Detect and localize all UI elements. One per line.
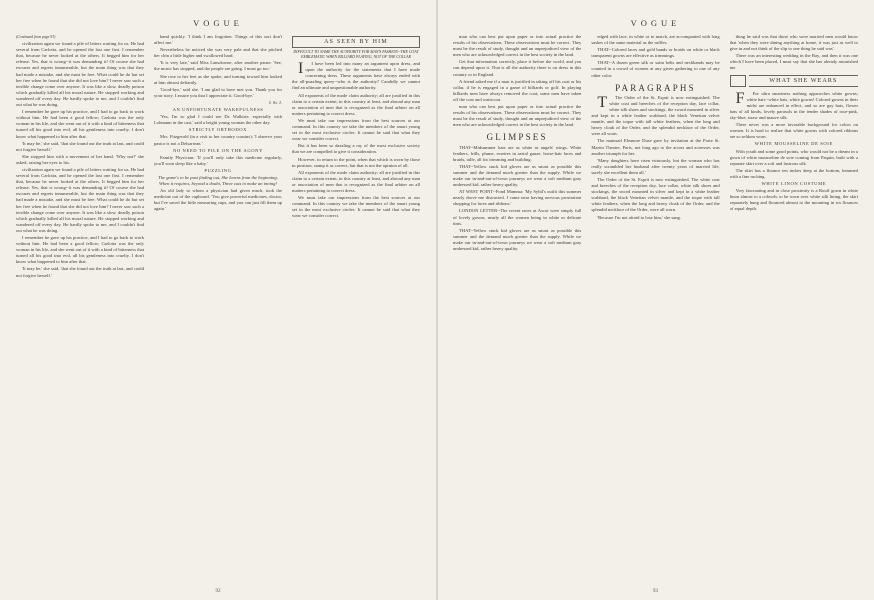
drop-cap: F bbox=[735, 89, 745, 107]
left-column-3 bbox=[292, 34, 420, 582]
paragraph: 'Because I'm not afraid to lose him,' she sang. bbox=[597, 214, 681, 220]
as-seen-by-him-title: AS SEEN BY HIM bbox=[292, 36, 420, 48]
left-columns bbox=[16, 34, 420, 582]
glimpses-title: GLIMPSES bbox=[486, 132, 548, 143]
paragraph: With youth and some good points, who would not be a dream in a gown of white mousseline de soie coming from Paquin, built with a separate skirt over a soft and lustrous silk. bbox=[729, 148, 858, 166]
page-gutter bbox=[436, 0, 438, 600]
what-she-wears-title: WHAT SHE WEARS bbox=[749, 75, 858, 87]
paragraph: She rose to her feet as she spoke, and turning toward him looked at him almost defiantly. bbox=[154, 73, 282, 85]
signature: J. St. J. bbox=[268, 99, 282, 105]
paragraph: Nevertheless he noticed she was very pale and that she pitched her chin a little higher and swallowed hard. bbox=[154, 47, 282, 59]
paragraph: All exponents of the mode claim authority; all are justified in this claim to a certain extent, in this country at least, and abroad any man or association of men that is recognized as the final arbiter on all matters pertaining to correct dress. bbox=[292, 92, 420, 116]
paragraph: 'It is very late,' said Miss Lansdowne, after another pause. 'See, the music has stopped, and the people are going. I must go too.' bbox=[154, 60, 282, 72]
paragraph: THAT--Yellow stuck kid gloves are as smart as possible this summer and the demand much greater than the supply. While we make our in-and-out-of-town journeys we wear a soft medium gray undressed kid, rather heavy quality. bbox=[453, 227, 582, 251]
paragraph: AT WEST POINT--Fond Mamma: 'My Sybil's outfit this summer nearly drove me distracted. I came near having nervous prostration shopping for laces and ribbons.' bbox=[453, 189, 582, 207]
paragraph: But it has been so dazzling a ray of the most exclusive society that we are compelled to give it consideration. bbox=[292, 143, 420, 155]
paragraph: There never was a more favorable background for colors on women. It is hard to realize that white gowns with colored ribbons are so seldom worn. bbox=[729, 122, 858, 140]
paragraph: 'It may be,' she said, 'that she found out the truth at last, and could not forgive herself.' bbox=[16, 140, 144, 152]
paragraphs-title: PARAGRAPHS bbox=[615, 82, 696, 93]
paragraph: However, to return to the point, when that which is worn by those in position, stamp it as correct, but that is not the opinion of all. bbox=[292, 156, 420, 168]
section-heading: AN UNFORTUNATE WAKEFULNESS bbox=[172, 107, 264, 113]
right-column-2 bbox=[591, 34, 719, 582]
drop-cap: I bbox=[298, 60, 304, 78]
paragraph: thing he said was that those who were married men would know that 'when they were dining anything at home, it was just as well to give in and not think of the slip to one thing he said was'. bbox=[729, 34, 858, 52]
paragraph: THAT--Midsummer hats are as white as angels' wings. White feathers, frills, plume, rosettes in aerial gauze, horse-hair laces and braids, tulle, all for trimming and building. bbox=[453, 144, 582, 162]
continued-note: (Continued from page 91) bbox=[16, 35, 56, 39]
paragraph bbox=[292, 61, 420, 91]
right-column-3 bbox=[730, 34, 858, 582]
paragraph: We must take our impressions from the best sources at our command. In this country we take the members of the smart young set in the most exclusive circles. It cannot be said that what they wear we consider correct. bbox=[292, 117, 420, 142]
paragraph: civilization again we found a pile of letters waiting for us. He had several from Carlotta, and he opened the last one first. I remember that, because he never looked at the others. It begged him for her release. Yes, that is wrong--it was demanding it! Of course she had excuses and regrets innumerable, but the main thing was that they had made a mistake, and she must be free. What could he do but set her free when he found that she did not love him? I never saw such a terrible change come over anyone. It was like a slow, deadly poison which gradually killed all his moral nature. He stopped working and wandered off every day. He hardly spoke to me, and I couldn't find out what he was doing. bbox=[16, 166, 144, 233]
paragraph: The skirt has a flounce ten inches deep at the bottom, hemmed with a fine ruching. bbox=[729, 167, 858, 179]
paragraph: There was an interesting wedding in the Bay, and then it was one which I have been placed, I must say that she has already astonished me. bbox=[729, 53, 858, 71]
paragraph: LONDON LETTER--The recent races at Ascot were simply full of lovely gowns, nearly all the women being in white or delicate tints. bbox=[453, 208, 582, 226]
paragraph: man who can best put upon paper or into actual practice the results of his observations. These observations must be correct. They must be the result of study, thought and an unprejudiced view of the men who are acknowledged correct in the best society in the land. bbox=[453, 34, 582, 58]
paragraph: A friend asked me if a man is justified in taking off his coat or his collar, if he is engaged in a game of billiards or golf. In playing billiards men have always removed the coat; some men have taken off the coat and waistcoat. bbox=[453, 78, 582, 102]
section-heading: STRICTLY ORTHODOX bbox=[188, 127, 248, 133]
paragraph: Get that information correctly, place it before the world, and you can depend upon it. That is all the authority there is on dress in this country or in England. bbox=[453, 59, 582, 77]
paragraph: She stopped him with a movement of her hand. 'Why not?' she asked, raising her eyes to his. bbox=[16, 153, 144, 165]
verse: The game's to be past finding out, She learns from the beginning, When it requires, beyond a doubt, Three cuts to make an inning! bbox=[158, 174, 278, 187]
what-she-wears-header bbox=[730, 75, 858, 87]
right-columns bbox=[453, 34, 858, 582]
page-number-right: 93 bbox=[653, 589, 658, 594]
paragraph: 'It may be,' she said, 'that she found out the truth at last, and could not forgive herself.' bbox=[16, 266, 144, 278]
paragraph: THAT--Colored laces and gold bands or braids on white or black transparent gowns are effective as trimmings. bbox=[591, 47, 720, 59]
paragraph bbox=[591, 95, 719, 138]
paragraph-text: The Order of the St. Esprit is now extinguished. The white coat and breeches of the reception day, lace collar, white silk shoes and stockings, the sword mounted in silver and kept in a white leather scabbard, the black Venetian velvet mantle, and the toque with tall white feathers, when the long and heavy cloak of the Order, and the splendid necklace of the Order, were all worn. bbox=[591, 94, 720, 137]
paragraph-text: For ultra smartness nothing approaches white gowns; white hats--white hats, white gowns! Colored gowns in their midst are enhanced in effect, and so are gay hats, flower hats of all kinds, lovely parasols in the tender shades of rose-pink, sky-blue, straw and mauve silk. bbox=[729, 90, 858, 121]
right-page bbox=[437, 0, 874, 600]
paragraph: The Order of the St. Esprit is now extinguished. The white coat and breeches of the reception day, lace collar, white silk shoes and stockings, the sword mounted in silver and kept in a white leather scabbard, the black Venetian velvet mantle, and the toque with tall white feathers, when the long and heavy cloak of the Order, and the splendid necklace of the Order, were all worn. bbox=[591, 176, 720, 213]
paragraph: THAT--Yellow stuck kid gloves are as smart as possible this summer and the demand much greater than the supply. While we make our in-and-out-of-town journeys we wear a soft medium gray undressed kid, rather heavy quality. bbox=[453, 163, 582, 188]
section-heading: NO NEED TO PILE ON THE AGONY bbox=[172, 147, 264, 153]
paragraph: 'Yes, I'm so glad I could see Dr. Walkirie, especially with Lohmann in the cast,' said a bright young woman the other day. bbox=[154, 114, 282, 126]
paragraph: All exponents of the mode claim authority; all are justified in this claim to a certain extent, in this country at least, and abroad any man or association of men that is recognized as the final arbiter on all matters pertaining to correct dress. bbox=[292, 169, 420, 193]
paragraph: Very fascinating and in close proximity is a Rouff gown in white linon almost to a cobweb, to be worn over white silk lining, the skirt separately hung and flounced almost to the mounting in six flounces of equal depth. bbox=[729, 188, 858, 212]
drop-cap: T bbox=[597, 93, 608, 111]
page-number-left: 92 bbox=[215, 589, 221, 594]
paragraph: An old lady to whom a physician had given much, took the medicine out of the cupboard. 'You give powerful medicines, doctor, but I've saved the little measuring cups, and you can just fill them up again.' bbox=[154, 188, 282, 212]
paragraph: civilization again we found a pile of letters waiting for us. He had several from Carlotta, and he opened the last one first. I remember that, because he never looked at the others. It begged him for her release. Yes, that is wrong--it was demanding it! Of course she had excuses and regrets innumerable, but the main thing was that they had made a mistake, and she must be free. What could he do but set her free when he found that she did not love him? I never saw such a terrible change come over anyone. It was like a slow, deadly poison which gradually killed all his moral nature. He stopped working and wandered off every day. He hardly spoke to me, and I couldn't find out what he was doing. bbox=[16, 41, 144, 108]
section-heading: PUZZLING bbox=[204, 167, 232, 173]
running-head-right: VOGUE bbox=[630, 18, 681, 28]
right-column-1 bbox=[453, 34, 581, 582]
running-head-left: VOGUE bbox=[193, 18, 243, 28]
paragraph: 'Many daughters have risen virtuously, but the woman who has really scrambled her husband after twenty years of married life, surely she excellent them all.' bbox=[591, 157, 720, 175]
section-heading: WHITE MOUSSELINE DE SOIE bbox=[754, 141, 833, 147]
paragraph: Family Physician: 'If you'll only take this medicine regularly, you'll soon sleep like a baby.' bbox=[154, 154, 282, 166]
paragraph: We must take our impressions from the best sources at our command. In this country we take the members of the smart young set in the most exclusive circles. It cannot be said that what they wear we consider correct. bbox=[292, 195, 420, 219]
article-subhead: DIFFICULT TO NAME THE AUTHORITY FOR MAN'S FASHION--THE COAT EMBLEMATIC WHEN BILLIARD PLAYING, NOT OF THE COLLAR bbox=[293, 50, 419, 60]
paragraph: edged with lace, in white or to match, are accompanied with long sashes of the same material as the ruffles. bbox=[591, 34, 720, 46]
paragraph-text: I have been led into many an argument upon dress, and upon the authority for the statements that I have made concerning dress. These arguments have always ended with the all-puzzling query--who is the authority? Candidly we cannot find an ultimate and unquestionable authority. bbox=[292, 61, 420, 91]
ornament-icon bbox=[730, 75, 746, 87]
paragraph: THAT--A dozen green silk or satin belts and neckbands may be counted in a crowd of women at any given gathering to one of any other color. bbox=[591, 60, 720, 78]
paragraph: I remember he gave up his practice, and I had to go back to work without him. He had been a good fellow; Carlotta was the only woman in his life, and she went out of it with a kind of bitterness that turned all his good into evil, all his gentleness into cruelty. I don't know what happened to him after that. bbox=[16, 109, 144, 139]
paragraph: 'Good-bye,' said she. 'I am glad to have met you. Thank you for your story. I assure you that I appreciate it. Good-bye.' bbox=[154, 86, 282, 98]
paragraph: Mrs. Fitzgerald (in a visit to her country cousins): 'I observe your pastor is not a Delsartean.' bbox=[154, 134, 282, 146]
left-column-2 bbox=[154, 34, 282, 582]
paragraph bbox=[730, 91, 858, 121]
paragraph: The mainsail Eleanore Duse gave by invitation at the Porte St. Martin Theatre, Paris, not long ago to the actors and actresses was another triumph for her. bbox=[591, 138, 720, 156]
paragraph: band quickly. 'I think I am forgotten. Things of this sort don't affect me.' bbox=[154, 34, 282, 46]
left-column-1 bbox=[16, 34, 144, 582]
section-heading: WHITE LINON COSTUME bbox=[761, 180, 827, 186]
paragraph: I remember he gave up his practice, and I had to go back to work without him. He had been a good fellow; Carlotta was the only woman in his life, and she went out of it with a kind of bitterness that turned all his good into evil, all his gentleness into cruelty. I don't know what happened to him after that. bbox=[16, 235, 144, 265]
paragraph: man who can best put upon paper or into actual practice the results of his observations. These observations must be correct. They must be the result of study, thought and an unprejudiced view of the men who are acknowledged correct in the best society in the land. bbox=[453, 104, 582, 128]
